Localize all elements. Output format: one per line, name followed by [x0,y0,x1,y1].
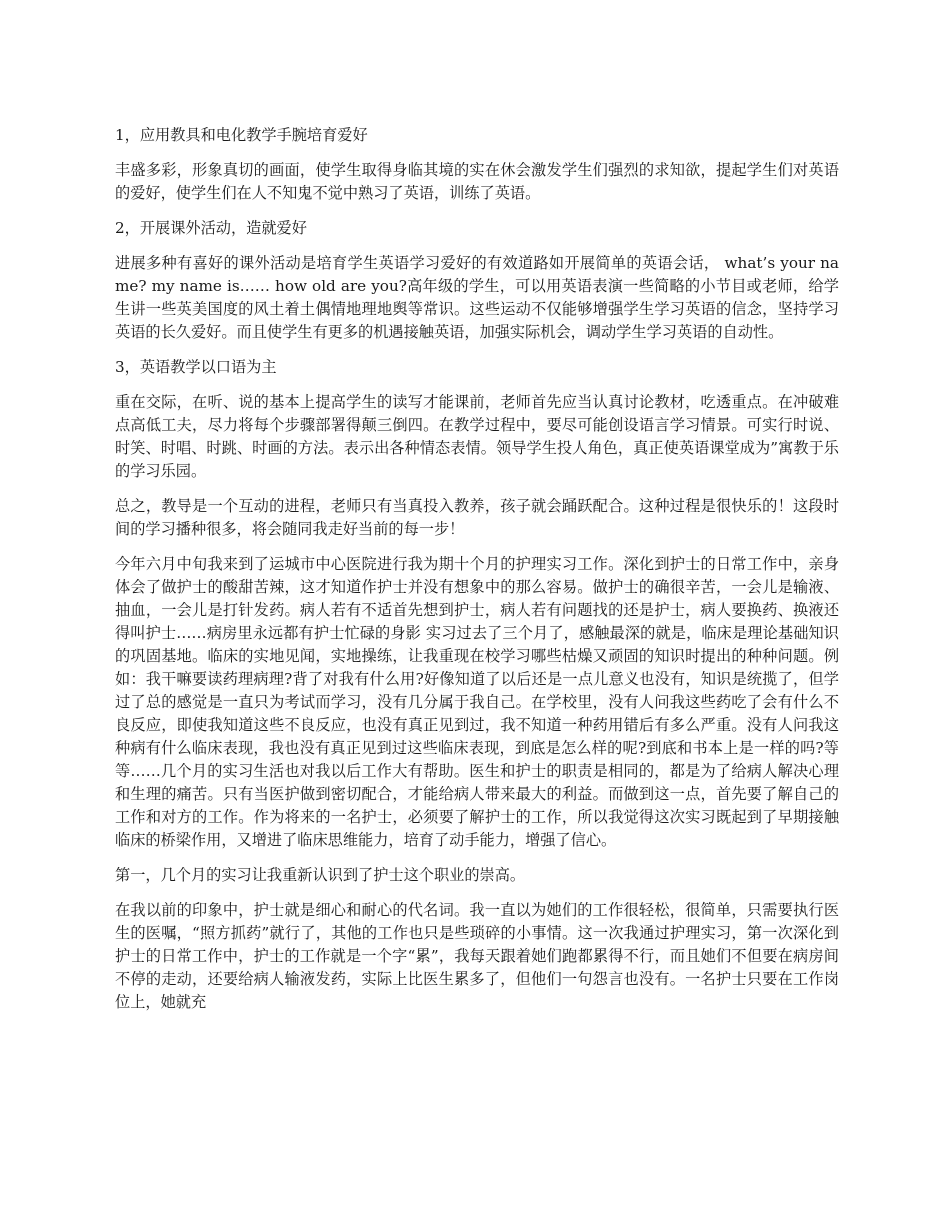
paragraph-6: 在我以前的印象中，护士就是细心和耐心的代名词。我一直以为她们的工作很轻松，很简单，只需要执行医生的医嘱，“照方抓药”就行了，其他的工作也只是些琐碎的小事情。这一次我通过护理实习，第一次深化到护士的日常工作中，护士的工作就是一个字“累”，我每天跟着她们跑都累得不行，而且她们不但要在病房间不停的走动，还要给病人输液发药，实际上比医生累多了，但他们一句怨言也没有。一名护士只要在工作岗位上，她就充 [115,901,839,1011]
paragraph-5: 今年六月中旬我来到了运城市中心医院进行我为期十个月的护理实习工作。深化到护士的日常工作中，亲身体会了做护士的酸甜苦辣，这才知道作护士并没有想象中的那么容易。做护士的确很辛苦，一会儿是输液、抽血，一会儿是打针发药。病人若有不适首先想到护士，病人若有问题找的还是护士，病人要换药、换液还得叫护士……病房里永远都有护士忙碌的身影 实习过去了三个月了，感触最深的就是，临床是理论基础知识的巩固基地。临床的实地见闻，实地操练，让我重现在校学习哪些枯燥又顽固的知识时提出的种种问题。例如：我干嘛要读药理病理?背了对我有什么用?好像知道了以后还是一点儿意义也没有，知识是统揽了，但学过了总的感觉是一直只为考试而学习，没有几分属于我自己。在学校里，没有人问我这些药吃了会有什么不良反应，即使我知道这些不良反应，也没有真正见到过，我不知道一种药用错后有多么严重。没有人问我这种病有什么临床表现，我也没有真正见到过这些临床表现，到底是怎么样的呢?到底和书本上是一样的吗?等等……几个月的实习生活也对我以后工作大有帮助。医生和护士的职责是相同的，都是为了给病人解决心理和生理的痛苦。只有当医护做到密切配合，才能给病人带来最大的利益。而做到这一点，首先要了解自己的工作和对方的工作。作为将来的一名护士，必须要了解护士的工作，所以我觉得这次实习既起到了早期接触临床的桥梁作用，又增进了临床思维能力，培育了动手能力，增强了信心。 [115,555,839,849]
section-heading-2: 2，开展课外活动，造就爱好 [115,219,307,237]
paragraph-3: 重在交际，在听、说的基本上提高学生的读写才能课前，老师首先应当认真讨论教材，吃透重点。在冲破难点高低工夫，尽力将每个步骤部署得颠三倒四。在教学过程中，要尽可能创设语言学习情景。可实行时说、时笑、时唱、时跳、时画的方法。表示出各种情态表情。领导学生投人角色，真正使英语课堂成为”寓教于乐的学习乐园。 [115,393,839,480]
paragraph-1: 丰盛多彩，形象真切的画面，使学生取得身临其境的实在休会激发学生们强烈的求知欲，提起学生们对英语的爱好，使学生们在人不知鬼不觉中熟习了英语，训练了英语。 [115,161,839,202]
section-heading-1: 1，应用教具和电化教学手腕培育爱好 [115,126,368,144]
section-heading-4: 第一，几个月的实习让我重新认识到了护士这个职业的崇高。 [115,866,526,884]
section-heading-3: 3，英语教学以口语为主 [115,358,277,376]
paragraph-2: 进展多种有喜好的课外活动是培育学生英语学习爱好的有效道路如开展简单的英语会话， what’s your name? my name is…… how old are you?高年级的学生，可以用英语表演一些简略的小节目或老师，给学生讲一些英美国度的风土着土偶情地理地舆等常识。这些运动不仅能够增强学生学习英语的信念，坚持学习英语的长久爱好。而且使学生有更多的机遇接触英语，加强实际机会，调动学生学习英语的自动性。 [115,254,839,341]
paragraph-4: 总之，教导是一个互动的进程，老师只有当真投入教养，孩子就会踊跃配合。这种过程是很快乐的！这段时间的学习播种很多，将会随同我走好当前的每一步！ [115,497,839,538]
document-page [115,124,839,1026]
